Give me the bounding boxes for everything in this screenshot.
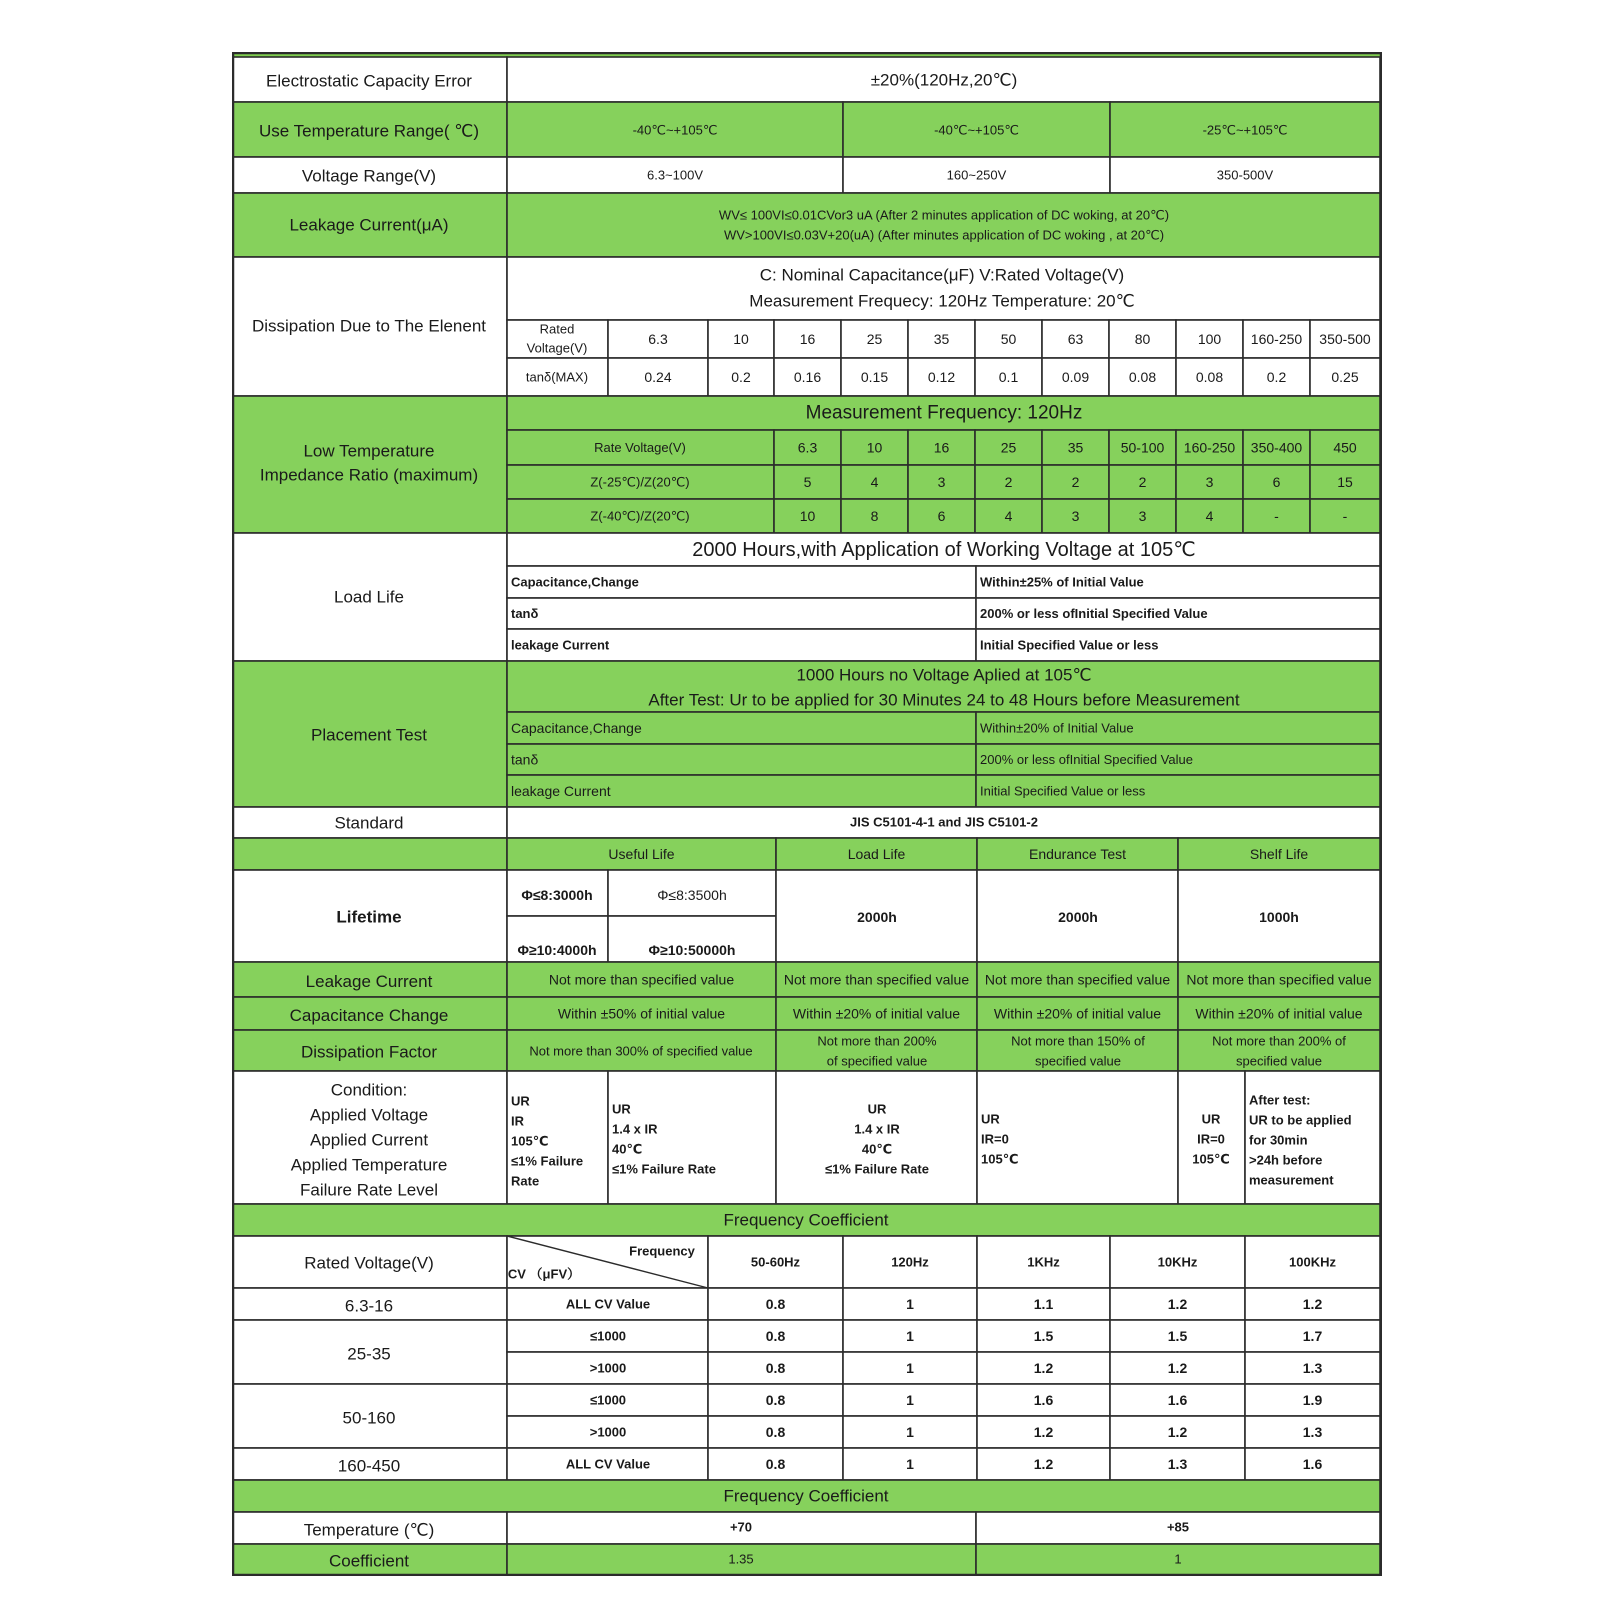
condition-value: UR bbox=[511, 1093, 530, 1109]
cv-value: >1000 bbox=[589, 1360, 627, 1376]
frequency-column-header: 120Hz bbox=[891, 1254, 929, 1270]
impedance-z40-value: - bbox=[1274, 508, 1279, 524]
leakage-current-value: Not more than specified value bbox=[1186, 971, 1372, 988]
impedance-z25-value: 2 bbox=[1138, 474, 1147, 490]
row-value: ±20%(120Hz,20℃) bbox=[870, 70, 1018, 90]
row-label: Voltage Range(V) bbox=[301, 166, 437, 186]
frequency-coefficient-value: 0.8 bbox=[765, 1392, 786, 1408]
impedance-z25-value: 3 bbox=[1205, 474, 1214, 490]
dissipation-factor-value: Not more than 300% of specified value bbox=[529, 1043, 753, 1059]
label-cell bbox=[232, 396, 507, 533]
cv-value: >1000 bbox=[589, 1424, 627, 1440]
frequency-coefficient-value: 1.2 bbox=[1302, 1296, 1323, 1312]
rated-voltage-value: 50 bbox=[1000, 331, 1017, 347]
temp-range-value: -40℃~+105℃ bbox=[934, 122, 1019, 138]
voltage-range-value: 350-500V bbox=[1216, 167, 1274, 183]
temperature-value: +85 bbox=[1166, 1519, 1190, 1535]
impedance-z40-label: Z(-40℃)/Z(20℃) bbox=[590, 508, 690, 524]
frequency-column-header: 50-60Hz bbox=[750, 1254, 801, 1270]
condition-value: Rate bbox=[511, 1173, 540, 1189]
rated-voltage-value: 350-500 bbox=[1319, 331, 1371, 347]
impedance-rv-value: 50-100 bbox=[1120, 439, 1165, 456]
spec-table-svg bbox=[232, 52, 1382, 1576]
impedance-rv-value: 450 bbox=[1333, 439, 1357, 456]
tan-value: 0.08 bbox=[1195, 369, 1224, 385]
impedance-z25-value: 4 bbox=[870, 474, 879, 490]
row-label: Electrostatic Capacity Error bbox=[266, 71, 472, 91]
row-label: Low Temperature bbox=[303, 441, 435, 461]
leakage-current-value: Not more than specified value bbox=[783, 971, 970, 988]
row-label: Standard bbox=[334, 813, 404, 833]
frequency-coefficient-value: 1.1 bbox=[1033, 1296, 1054, 1312]
dissipation-factor-value: Not more than 200% of bbox=[1212, 1033, 1346, 1049]
condition-value: ≤1% Failure bbox=[511, 1153, 584, 1169]
tan-value: 0.15 bbox=[860, 369, 889, 385]
placement-header-text: 1000 Hours no Voltage Aplied at 105℃ bbox=[796, 665, 1092, 685]
placement-key: leakage Current bbox=[511, 783, 611, 799]
impedance-z25-value: 2 bbox=[1071, 474, 1080, 490]
cv-value: ≤1000 bbox=[589, 1392, 627, 1408]
dissipation-header-text: Measurement Frequecy: 120Hz Temperature: 20℃ bbox=[749, 291, 1135, 311]
rated-voltage-value: 100 bbox=[1197, 331, 1222, 347]
frequency-coefficient-value: 1 bbox=[906, 1424, 914, 1440]
condition-value: 1.4 x IR bbox=[854, 1121, 900, 1137]
endurance-hours: 2000h bbox=[1058, 909, 1098, 925]
condition-value: 105℃ bbox=[981, 1151, 1019, 1167]
row-label: Lifetime bbox=[336, 907, 402, 927]
cv-value: ALL CV Value bbox=[565, 1456, 651, 1472]
frequency-coefficient-value: 1.5 bbox=[1167, 1328, 1188, 1344]
voltage-range-value: 6.3~100V bbox=[646, 167, 704, 183]
table-cell bbox=[507, 598, 976, 629]
load-life-key: leakage Current bbox=[511, 637, 610, 653]
rated-voltage-value: 80 bbox=[1134, 331, 1151, 347]
table-cell bbox=[507, 744, 976, 775]
condition-label: Condition: bbox=[330, 1080, 408, 1100]
condition-value: for 30min bbox=[1249, 1132, 1308, 1148]
tan-value: 0.09 bbox=[1061, 369, 1090, 385]
frequency-coefficient-value: 0.8 bbox=[765, 1456, 786, 1472]
condition-value: 40℃ bbox=[861, 1141, 893, 1157]
tan-value: 0.25 bbox=[1331, 369, 1359, 385]
frequency-coefficient-value: 0.8 bbox=[765, 1424, 786, 1440]
measurement-header-text: Measurement Frequency: 120Hz bbox=[805, 402, 1083, 424]
rated-voltage-value: 16 bbox=[799, 331, 816, 347]
placement-value: Within±20% of Initial Value bbox=[980, 720, 1134, 736]
diagonal-bottom-label: CV （μFV） bbox=[507, 1266, 581, 1282]
rated-voltage-value: 6.3 bbox=[648, 331, 668, 347]
frequency-coefficient-value: 1.2 bbox=[1167, 1296, 1188, 1312]
rated-voltage-value: 25-35 bbox=[347, 1344, 391, 1364]
coefficient-label: Coefficient bbox=[328, 1551, 410, 1571]
impedance-z40-value: 4 bbox=[1004, 508, 1013, 524]
capacitance-change-value: Within ±20% of initial value bbox=[993, 1005, 1162, 1022]
cv-value: ≤1000 bbox=[589, 1328, 627, 1344]
condition-label: Applied Temperature bbox=[290, 1155, 448, 1175]
rated-voltage-label: Voltage(V) bbox=[526, 340, 588, 356]
impedance-z40-value: 3 bbox=[1138, 508, 1147, 524]
temperature-label: Temperature (℃) bbox=[303, 1520, 435, 1540]
useful-life-value: Φ≥10:50000h bbox=[648, 942, 736, 958]
load-life-value: Within±25% of Initial Value bbox=[980, 574, 1144, 590]
impedance-z40-value: 8 bbox=[870, 508, 879, 524]
standard-value: JIS C5101-4-1 and JIS C5101-2 bbox=[850, 814, 1038, 830]
leakage-current-value: Not more than specified value bbox=[984, 971, 1171, 988]
impedance-z25-value: 5 bbox=[803, 474, 812, 490]
rated-voltage-value: 35 bbox=[933, 331, 950, 347]
frequency-column-header: 1KHz bbox=[1027, 1254, 1060, 1270]
condition-value: UR bbox=[867, 1101, 887, 1117]
condition-value: 105℃ bbox=[511, 1133, 549, 1149]
load-life-key: tanδ bbox=[511, 606, 539, 621]
load-life-value: 200% or less ofInitial Specified Value bbox=[980, 606, 1208, 621]
frequency-column-header: 100KHz bbox=[1289, 1254, 1336, 1270]
condition-value: ≤1% Failure Rate bbox=[612, 1161, 716, 1177]
tan-value: 0.2 bbox=[1266, 369, 1287, 385]
value-cell bbox=[507, 193, 1380, 257]
condition-label: Applied Voltage bbox=[309, 1105, 429, 1125]
table-cell bbox=[608, 1071, 776, 1204]
condition-value: 105℃ bbox=[1192, 1151, 1230, 1167]
load-life-hours: 2000h bbox=[857, 909, 897, 925]
frequency-coefficient-value: 0.8 bbox=[765, 1328, 786, 1344]
frequency-coefficient-value: 1.3 bbox=[1167, 1456, 1188, 1472]
impedance-z40-value: 10 bbox=[799, 508, 816, 524]
condition-label: Failure Rate Level bbox=[300, 1180, 438, 1200]
frequency-coefficient-value: 1 bbox=[906, 1360, 914, 1376]
frequency-coefficient-value: 1.7 bbox=[1302, 1328, 1323, 1344]
frequency-coefficient-value: 1 bbox=[906, 1456, 914, 1472]
rated-voltage-header: Rated Voltage(V) bbox=[304, 1253, 434, 1273]
impedance-z40-value: 3 bbox=[1071, 508, 1080, 524]
frequency-coefficient-value: 0.8 bbox=[765, 1360, 786, 1376]
impedance-z25-value: 6 bbox=[1272, 474, 1281, 490]
frequency-coefficient-value: 1.2 bbox=[1167, 1424, 1188, 1440]
leakage-current-value: Not more than specified value bbox=[548, 971, 735, 988]
tan-label: tanδ(MAX) bbox=[525, 369, 589, 385]
tan-value: 0.12 bbox=[927, 369, 956, 385]
row-label: Placement Test bbox=[311, 725, 427, 745]
row-label: Leakage Current bbox=[305, 972, 433, 991]
frequency-coefficient-value: 1.2 bbox=[1033, 1456, 1054, 1472]
temperature-section-title: Frequency Coefficient bbox=[723, 1486, 889, 1506]
impedance-rv-label: Rate Voltage(V) bbox=[594, 440, 686, 455]
impedance-z25-value: 3 bbox=[937, 474, 946, 490]
impedance-z40-value: 6 bbox=[937, 508, 946, 524]
capacitance-change-value: Within ±50% of initial value bbox=[557, 1005, 726, 1022]
temp-range-value: -40℃~+105℃ bbox=[632, 122, 718, 138]
impedance-rv-value: 35 bbox=[1067, 439, 1084, 456]
condition-value: measurement bbox=[1249, 1172, 1334, 1188]
temp-range-value: -25℃~+105℃ bbox=[1202, 122, 1288, 138]
condition-value: After test: bbox=[1249, 1092, 1311, 1108]
dissipation-factor-value: specified value bbox=[1035, 1053, 1121, 1069]
dissipation-header-text: C: Nominal Capacitance(μF) V:Rated Voltage(V) bbox=[759, 265, 1125, 285]
temperature-value: +70 bbox=[729, 1519, 753, 1535]
frequency-coefficient-value: 1.3 bbox=[1302, 1424, 1323, 1440]
frequency-coefficient-value: 1 bbox=[906, 1328, 914, 1344]
frequency-coefficient-value: 1 bbox=[906, 1392, 914, 1408]
life-column-header: Useful Life bbox=[608, 846, 675, 862]
useful-life-value: Φ≥10:4000h bbox=[517, 942, 597, 958]
condition-label: Applied Current bbox=[309, 1130, 429, 1150]
impedance-rv-value: 16 bbox=[933, 439, 950, 456]
life-column-header: Load Life bbox=[847, 846, 906, 862]
frequency-coefficient-value: 1.2 bbox=[1167, 1360, 1188, 1376]
impedance-rv-value: 350-400 bbox=[1250, 439, 1303, 456]
impedance-rv-value: 25 bbox=[1000, 439, 1017, 456]
rated-voltage-value: 6.3-16 bbox=[344, 1296, 394, 1316]
impedance-rv-value: 10 bbox=[866, 439, 883, 456]
impedance-z40-value: - bbox=[1342, 508, 1348, 524]
leakage-line: WV>100VI≤0.03V+20(uA) (After minutes application of DC woking , at 20℃) bbox=[723, 227, 1165, 243]
capacitance-change-value: Within ±20% of initial value bbox=[1195, 1005, 1363, 1022]
coefficient-value: 1.35 bbox=[728, 1551, 754, 1567]
rated-voltage-label: Rated bbox=[539, 321, 575, 337]
rated-voltage-value: 10 bbox=[733, 331, 749, 347]
voltage-range-value: 160~250V bbox=[946, 167, 1007, 183]
frequency-title: Frequency Coefficient bbox=[723, 1210, 889, 1230]
life-column-header: Shelf Life bbox=[1249, 846, 1309, 862]
placement-header-text: After Test: Ur to be applied for 30 Minutes 24 to 48 Hours before Measurement bbox=[648, 690, 1240, 710]
diagonal-top-label: Frequency bbox=[629, 1243, 695, 1259]
tan-value: 0.1 bbox=[998, 369, 1019, 385]
useful-life-value: Φ≤8:3000h bbox=[521, 887, 593, 903]
label-cell bbox=[232, 838, 507, 870]
impedance-rv-value: 6.3 bbox=[797, 439, 818, 456]
frequency-column-header: 10KHz bbox=[1157, 1254, 1198, 1270]
spec-sheet-table bbox=[232, 52, 1382, 1576]
frequency-coefficient-value: 1.6 bbox=[1033, 1392, 1054, 1408]
condition-value: IR=0 bbox=[981, 1131, 1009, 1147]
rated-voltage-value: 63 bbox=[1067, 331, 1084, 347]
load-life-key: Capacitance,Change bbox=[511, 574, 639, 590]
rated-voltage-value: 50-160 bbox=[342, 1408, 396, 1428]
frequency-coefficient-value: 1 bbox=[906, 1296, 914, 1312]
dissipation-factor-value: Not more than 200% bbox=[817, 1033, 937, 1049]
row-label: Dissipation Due to The Elenent bbox=[251, 316, 487, 336]
row-label: Capacitance Change bbox=[289, 1006, 449, 1025]
impedance-z40-value: 4 bbox=[1205, 508, 1214, 524]
dissipation-factor-value: of specified value bbox=[826, 1053, 928, 1069]
frequency-coefficient-value: 0.8 bbox=[765, 1296, 786, 1312]
tan-value: 0.2 bbox=[731, 369, 751, 385]
frequency-coefficient-value: 1.6 bbox=[1167, 1392, 1188, 1408]
rated-voltage-value: 25 bbox=[866, 331, 883, 347]
leakage-line: WV≤ 100VI≤0.01CVor3 uA (After 2 minutes application of DC woking, at 20℃) bbox=[718, 207, 1170, 223]
placement-value: 200% or less ofInitial Specified Value bbox=[980, 752, 1193, 767]
row-label: Dissipation Factor bbox=[300, 1042, 438, 1062]
frequency-coefficient-value: 1.5 bbox=[1033, 1328, 1054, 1344]
dissipation-factor-value: specified value bbox=[1236, 1053, 1322, 1069]
impedance-z25-value: 2 bbox=[1004, 474, 1013, 490]
useful-life-value: Φ≤8:3500h bbox=[657, 887, 727, 903]
frequency-coefficient-value: 1.2 bbox=[1033, 1424, 1054, 1440]
condition-value: UR bbox=[981, 1111, 1000, 1127]
row-label: Use Temperature Range( ℃) bbox=[258, 121, 480, 141]
rated-voltage-value: 160-450 bbox=[337, 1456, 401, 1476]
capacitance-change-value: Within ±20% of initial value bbox=[792, 1005, 961, 1022]
condition-value: IR=0 bbox=[1197, 1131, 1225, 1147]
row-label: Load Life bbox=[334, 587, 404, 607]
load-life-header-text: 2000 Hours,with Application of Working Voltage at 105℃ bbox=[692, 539, 1196, 561]
row-label: Leakage Current(μA) bbox=[289, 215, 449, 235]
condition-value: ≤1% Failure Rate bbox=[825, 1161, 929, 1177]
tan-value: 0.24 bbox=[644, 369, 672, 385]
tan-value: 0.08 bbox=[1128, 369, 1157, 385]
load-life-value: Initial Specified Value or less bbox=[980, 637, 1159, 653]
cv-value: ALL CV Value bbox=[565, 1296, 651, 1312]
placement-key: tanδ bbox=[511, 751, 539, 768]
shelf-life-hours: 1000h bbox=[1259, 909, 1299, 925]
tan-value: 0.16 bbox=[793, 369, 822, 385]
row-label: Impedance Ratio (maximum) bbox=[259, 465, 479, 485]
condition-value: UR bbox=[612, 1101, 631, 1117]
frequency-coefficient-value: 1.2 bbox=[1033, 1360, 1054, 1376]
frequency-coefficient-value: 1.3 bbox=[1302, 1360, 1323, 1376]
placement-value: Initial Specified Value or less bbox=[980, 783, 1146, 799]
impedance-rv-value: 160-250 bbox=[1183, 439, 1236, 456]
condition-value: >24h before bbox=[1249, 1152, 1323, 1168]
placement-key: Capacitance,Change bbox=[511, 720, 642, 736]
coefficient-value: 1 bbox=[1174, 1551, 1182, 1567]
frequency-coefficient-value: 1.9 bbox=[1302, 1392, 1323, 1408]
impedance-z25-label: Z(-25℃)/Z(20℃) bbox=[590, 474, 690, 490]
rated-voltage-value: 160-250 bbox=[1250, 331, 1303, 347]
frequency-coefficient-value: 1.6 bbox=[1302, 1456, 1323, 1472]
impedance-z25-value: 15 bbox=[1337, 474, 1353, 490]
condition-value: 1.4 x IR bbox=[612, 1121, 658, 1137]
condition-value: UR bbox=[1201, 1111, 1221, 1127]
dissipation-factor-value: Not more than 150% of bbox=[1011, 1033, 1145, 1049]
condition-value: UR to be applied bbox=[1249, 1112, 1352, 1128]
condition-value: IR bbox=[511, 1113, 524, 1129]
condition-value: 40℃ bbox=[612, 1141, 643, 1157]
table-cell bbox=[776, 1071, 977, 1204]
life-column-header: Endurance Test bbox=[1028, 846, 1127, 862]
